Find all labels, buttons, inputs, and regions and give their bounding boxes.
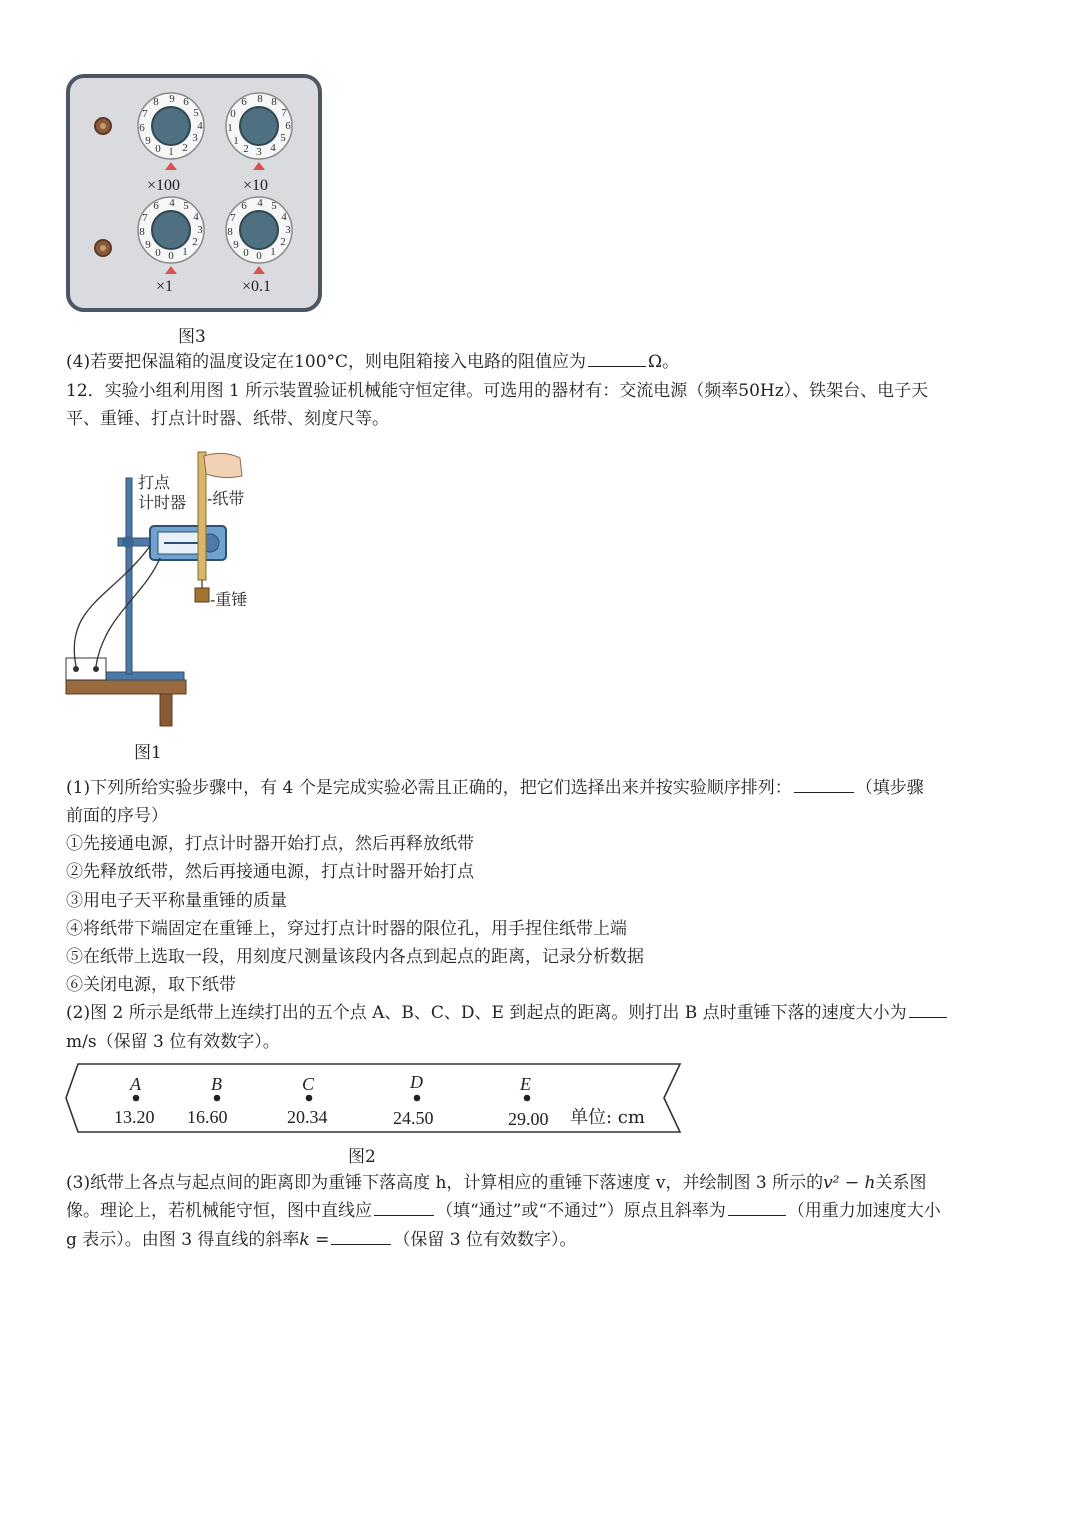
q12-part3-line2-b: （填“通过”或“不通过”）原点且斜率为: [436, 1201, 726, 1221]
svg-text:9: 9: [233, 239, 239, 251]
figure-1-caption: 图1: [134, 743, 162, 763]
svg-text:0: 0: [168, 250, 174, 262]
tape-value-E: 29.00: [508, 1109, 549, 1129]
svg-text:9: 9: [145, 135, 151, 147]
svg-text:0: 0: [155, 143, 161, 155]
tape-value-B: 16.60: [187, 1107, 228, 1127]
svg-text:3: 3: [285, 224, 291, 236]
q12-part3-line2: [66, 1197, 941, 1225]
figure-3-caption: 图3: [178, 327, 206, 347]
svg-text:8: 8: [153, 96, 159, 108]
svg-text:1: 1: [168, 146, 174, 158]
svg-text:8: 8: [139, 226, 145, 238]
svg-text:5: 5: [280, 132, 286, 144]
svg-text:1: 1: [182, 246, 188, 258]
svg-text:9: 9: [145, 239, 151, 251]
q12-part3-answer-blank-2[interactable]: [728, 1197, 786, 1216]
q12-part3-line1: [66, 1169, 927, 1197]
tape-point-label-D: D: [410, 1072, 423, 1092]
svg-text:6: 6: [285, 120, 291, 132]
svg-text:9: 9: [169, 93, 175, 105]
q12-part2-answer-blank[interactable]: [909, 999, 947, 1018]
tape-point-label-E: E: [520, 1074, 531, 1094]
label-weight-text: 重锤: [215, 590, 248, 609]
question-11-4: [66, 348, 679, 376]
svg-text:7: 7: [230, 212, 236, 224]
tape-dot-D: [414, 1095, 421, 1102]
tape-value-C: 20.34: [287, 1107, 328, 1127]
svg-text:4: 4: [281, 211, 287, 223]
svg-text:4: 4: [193, 211, 199, 223]
step-item: ④将纸带下端固定在重锤上，穿过打点计时器的限位孔，用手捏住纸带上端: [66, 919, 627, 939]
q12-part1-tail: （填步骤: [855, 778, 924, 798]
q12-part3-k: k =: [299, 1230, 330, 1250]
tape-dot-A: [133, 1095, 140, 1102]
svg-text:0: 0: [256, 250, 262, 262]
q12-intro-line1: 12．实验小组利用图 1 所示装置验证机械能守恒定律。可选用的器材有：交流电源（频率50Hz）、铁架台、电子天: [66, 381, 929, 401]
tape-dot-B: [214, 1095, 221, 1102]
q12-part1-answer-blank[interactable]: [794, 774, 854, 793]
tape-point-label-C: C: [302, 1074, 315, 1094]
svg-text:4: 4: [169, 197, 175, 209]
svg-text:8: 8: [227, 226, 233, 238]
dial-x10[interactable]: [222, 92, 296, 172]
svg-text:5: 5: [193, 107, 199, 119]
svg-text:2: 2: [243, 143, 249, 155]
q12-part2-text: (2)图 2 所示是纸带上连续打出的五个点 A、B、C、D、E 到起点的距离。则打出 B 点时重锤下落的速度大小为: [66, 1003, 907, 1023]
svg-text:3: 3: [197, 224, 203, 236]
step-item: ⑤在纸带上选取一段，用刻度尺测量该段内各点到起点的距离，记录分析数据: [66, 947, 644, 967]
q12-intro-line2: 平、重锤、打点计时器、纸带、刻度尺等。: [66, 409, 389, 429]
q12-part3-line2-a: 像。理论上，若机械能守恒，图中直线应: [66, 1201, 372, 1221]
q12-part2-line1: [66, 999, 949, 1027]
label-timer-line1: 打点: [138, 473, 171, 492]
q11-4-unit: Ω。: [648, 352, 680, 372]
tape-dot-C: [306, 1095, 313, 1102]
svg-text:3: 3: [256, 146, 262, 158]
svg-text:6: 6: [183, 96, 189, 108]
svg-text:6: 6: [241, 200, 247, 212]
label-timer: [138, 473, 186, 513]
svg-text:2: 2: [280, 236, 286, 248]
svg-text:2: 2: [182, 142, 188, 154]
step-item: ③用电子天平称量重锤的质量: [66, 891, 287, 911]
svg-text:6: 6: [241, 96, 247, 108]
figure-2-caption: 图2: [348, 1147, 376, 1167]
dial-label-x0.1: ×0.1: [242, 278, 272, 295]
svg-text:4: 4: [270, 142, 276, 154]
q12-part3-line3-a: g 表示）。由图 3 得直线的斜率: [66, 1230, 300, 1250]
q11-4-text: (4)若要把保温箱的温度设定在100°C，则电阻箱接入电路的阻值应为: [66, 352, 587, 372]
svg-text:4: 4: [197, 120, 203, 132]
svg-text:8: 8: [257, 93, 263, 105]
svg-text:5: 5: [183, 200, 189, 212]
svg-text:0: 0: [243, 247, 249, 259]
tape-unit: 单位: cm: [570, 1107, 645, 1128]
q12-part3-line3-b: （保留 3 位有效数字）。: [393, 1230, 577, 1250]
q11-4-answer-blank[interactable]: [588, 348, 646, 367]
q12-part3-answer-blank-3[interactable]: [331, 1226, 391, 1245]
tape-point-label-B: B: [211, 1074, 222, 1094]
q12-part3-line3: [66, 1226, 577, 1254]
svg-text:6: 6: [139, 122, 145, 134]
svg-text:7: 7: [142, 212, 148, 224]
q12-part3-formula: v² − h: [823, 1173, 876, 1193]
dial-x1[interactable]: [134, 196, 208, 276]
q12-part2-line2: m/s（保留 3 位有效数字）。: [66, 1032, 280, 1052]
svg-text:0: 0: [230, 108, 236, 120]
dial-label-x100: ×100: [147, 177, 181, 194]
q12-part1-line1: [66, 774, 924, 802]
svg-text:7: 7: [281, 107, 287, 119]
svg-text:3: 3: [192, 132, 198, 144]
q12-part3-answer-blank-1[interactable]: [374, 1197, 434, 1216]
svg-text:4: 4: [257, 197, 263, 209]
step-item: ①先接通电源，打点计时器开始打点，然后再释放纸带: [66, 834, 474, 854]
dial-x100[interactable]: [134, 92, 208, 172]
svg-text:8: 8: [271, 96, 277, 108]
q12-part1-line2: 前面的序号）: [66, 806, 168, 826]
tape-point-label-A: A: [130, 1074, 141, 1094]
svg-text:7: 7: [142, 108, 148, 120]
svg-text:0: 0: [155, 247, 161, 259]
tape-value-D: 24.50: [393, 1108, 434, 1128]
dial-x0.1[interactable]: [222, 196, 296, 276]
svg-text:1: 1: [233, 135, 239, 147]
q12-part3-text-b: 关系图: [875, 1173, 927, 1193]
step-item: ②先释放纸带，然后再接通电源，打点计时器开始打点: [66, 862, 474, 882]
tape-value-A: 13.20: [114, 1107, 155, 1127]
svg-text:6: 6: [153, 200, 159, 212]
q12-part3-line2-c: （用重力加速度大小: [787, 1201, 941, 1221]
svg-text:2: 2: [192, 236, 198, 248]
dial-label-x1: ×1: [156, 278, 174, 295]
svg-text:1: 1: [227, 122, 233, 134]
label-tape-text: 纸带: [212, 489, 245, 508]
step-item: ⑥关闭电源，取下纸带: [66, 975, 236, 995]
label-weight: -重锤: [210, 590, 248, 609]
svg-text:5: 5: [271, 200, 277, 212]
label-tape: -纸带: [207, 489, 245, 508]
label-timer-line2: 计时器: [138, 493, 187, 512]
q12-part1-text: (1)下列所给实验步骤中，有 4 个是完成实验必需且正确的，把它们选择出来并按实验顺序排列：: [66, 778, 792, 798]
svg-text:1: 1: [270, 246, 276, 258]
q12-part3-text-a: (3)纸带上各点与起点间的距离即为重锤下落高度 h，计算相应的重锤下落速度 v，并绘制图 3 所示的: [66, 1173, 824, 1193]
dial-label-x10: ×10: [243, 177, 269, 194]
tape-dot-E: [524, 1095, 531, 1102]
